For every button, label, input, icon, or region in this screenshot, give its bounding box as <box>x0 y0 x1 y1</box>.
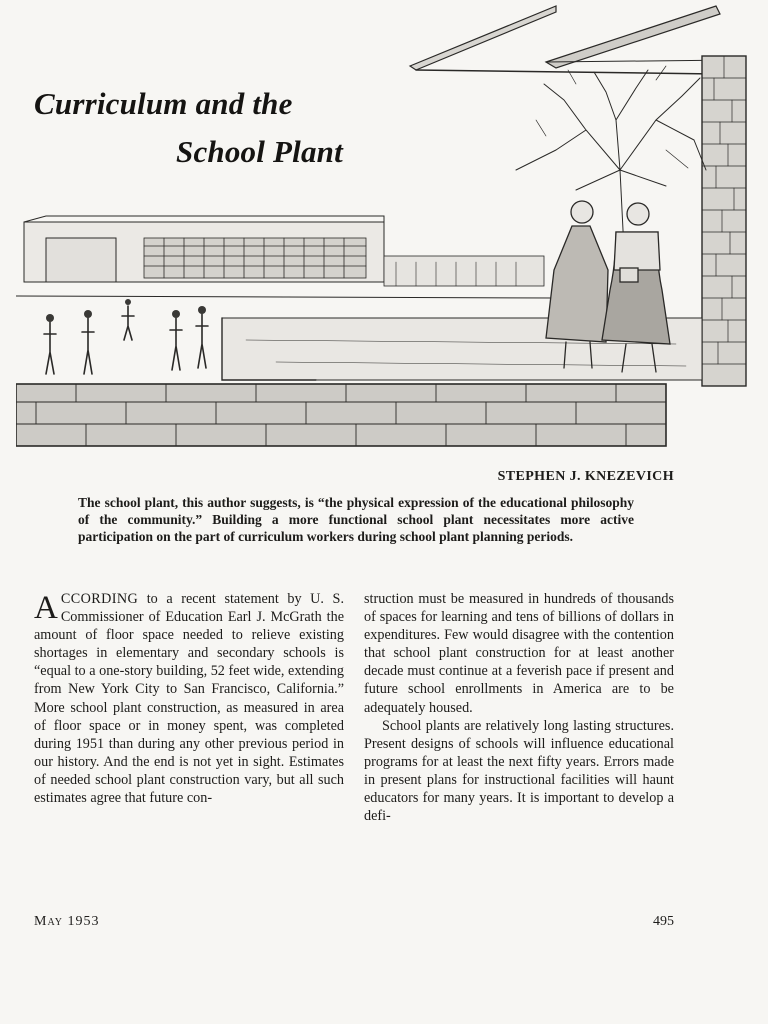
author-byline: STEPHEN J. KNEZEVICH <box>497 469 674 484</box>
column-1-text: to a recent statement by U. S. Commissioner of Education Earl J. McGrath the amount of floor space needed to relieve existing shortages in elementary and secondary schools is “equal to a one-story building, 52 feet wide, extending from New York City to San Francisco, California.” More school plant construction, as measured in area of floor space or in money spent, was completed during 1951 than during any other previous period in our history. And the end is not yet in sight. Estimates of needed school plant construction vary, but all such estimates agree that future con- <box>34 591 344 807</box>
school-plant-illustration <box>16 0 754 460</box>
body-column-2 <box>364 590 674 825</box>
article-deck: The school plant, this author suggests, is “the physical expression of the educational philosophy of the community.” Building a more functional school plant necessitates more active participation on the part of curriculum workers during school plant planning periods. <box>78 495 634 544</box>
column-2-paragraph-2: School plants are relatively long lasting structures. Present designs of schools will influence educational programs for at least the next fifty years. Errors made in present plans for instructional facilities will haunt educators for many years. It is important to develop a defi- <box>364 717 674 825</box>
column-2-paragraph-1: struction must be measured in hundreds of thousands of spaces for learning and tens of billions of dollars in expenditures. Few would disagree with the contention that school plant construction for at least another decade must continue at a feverish pace if present and future school enrollments in America are to be adequately housed. <box>364 591 674 716</box>
page-number: 495 <box>653 914 674 929</box>
opening-small-caps: CCORDING <box>60 591 139 607</box>
body-column-1 <box>34 590 344 807</box>
drop-cap: A <box>34 590 58 626</box>
article-title-line-2: School Plant <box>176 134 343 169</box>
issue-date: May 1953 <box>34 914 100 929</box>
article-title-line-1: Curriculum and the <box>34 86 293 121</box>
